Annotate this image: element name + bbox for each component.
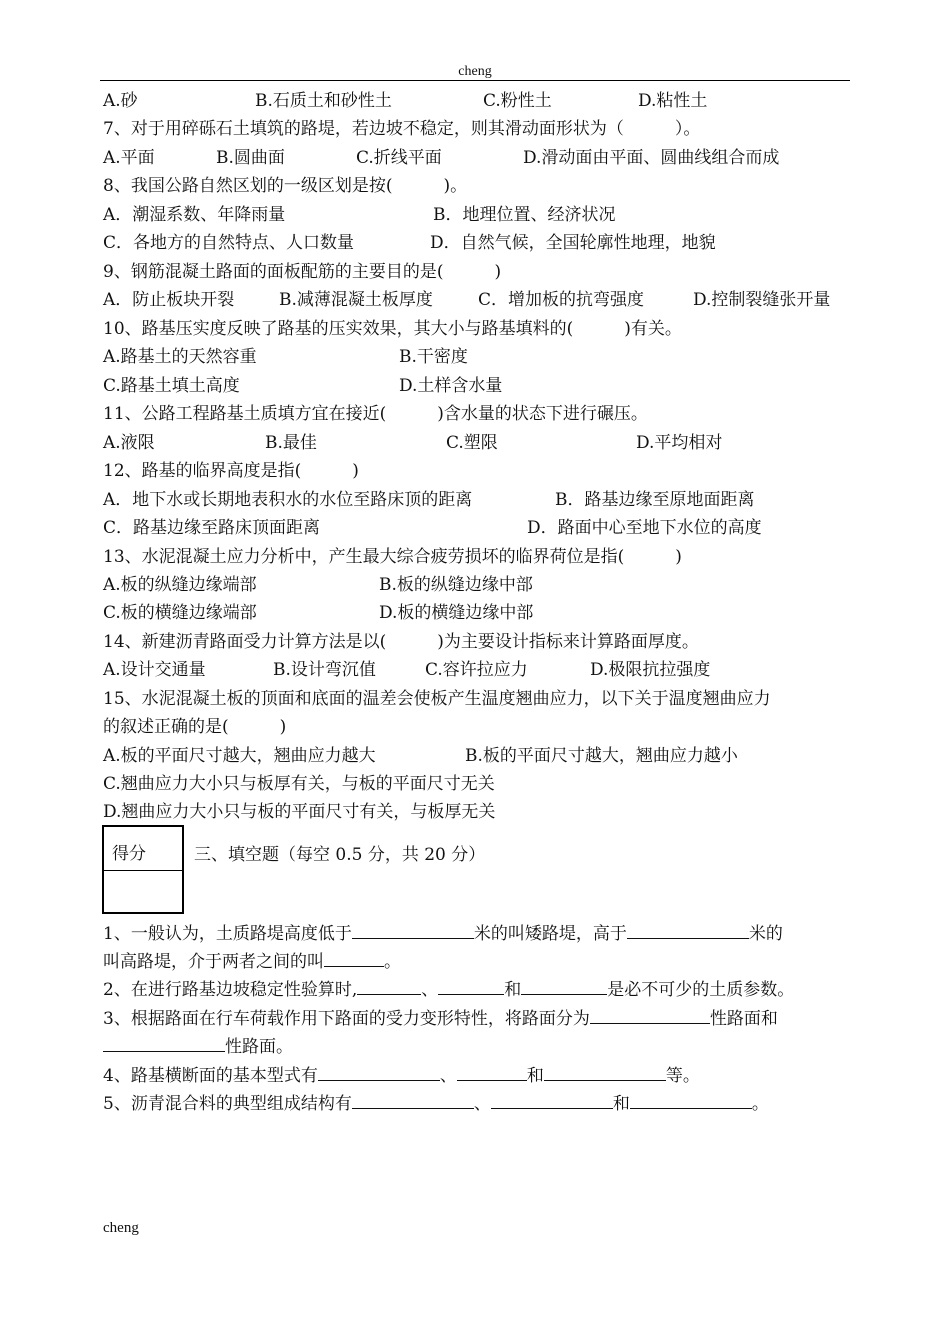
q12-option-b: B．路基边缘至原地面距离 [555, 490, 755, 510]
fill-q1-blank-1[interactable] [352, 922, 474, 939]
q15-option-b: B.板的平面尺寸越大，翘曲应力越小 [465, 746, 738, 766]
fill-q1-line2 [103, 950, 401, 973]
section3-title: 三、填空题（每空 0.5 分，共 20 分） [194, 845, 486, 865]
q11-option-c: C.塑限 [446, 433, 498, 453]
fill-q2-text-c: 和 [504, 980, 522, 1000]
q12-option-a: A．地下水或长期地表积水的水位至路床顶的距离 [103, 490, 473, 510]
fill-q2-blank-1[interactable] [357, 978, 421, 995]
fill-q4-text-a: 4、路基横断面的基本型式有 [103, 1066, 318, 1086]
fill-q3-text-a: 3、根据路面在行车荷载作用下路面的受力变形特性，将路面分为 [103, 1009, 590, 1029]
fill-q2-line [103, 978, 794, 1001]
score-box-divider [104, 870, 182, 871]
fill-q4-text-b: 、 [439, 1066, 457, 1086]
fill-q5-line [103, 1092, 769, 1115]
q6-option-b: B.石质土和砂性土 [255, 91, 392, 111]
q13-option-d: D.板的横缝边缘中部 [379, 603, 534, 623]
q13-option-a: A.板的纵缝边缘端部 [103, 575, 257, 595]
fill-q3-line2 [103, 1035, 293, 1058]
q10-option-b: B.干密度 [399, 347, 468, 367]
header-rule [100, 80, 850, 81]
q14-text: 14、新建沥青路面受力计算方法是以( )为主要设计指标来计算路面厚度。 [103, 632, 699, 652]
fill-q3-line1 [103, 1007, 778, 1030]
q9-option-b: B.减薄混凝土板厚度 [279, 290, 433, 310]
fill-q5-blank-2[interactable] [491, 1092, 613, 1109]
fill-q3-text-c: 性路面。 [225, 1037, 293, 1057]
q14-option-a: A.设计交通量 [103, 660, 206, 680]
fill-q3-blank-1[interactable] [590, 1007, 710, 1024]
q9-option-c: C．增加板的抗弯强度 [478, 290, 645, 310]
fill-q4-blank-1[interactable] [318, 1064, 440, 1081]
score-label: 得分 [112, 844, 146, 864]
q12-text: 12、路基的临界高度是指( ) [103, 461, 359, 481]
q7-option-c: C.折线平面 [356, 148, 442, 168]
fill-q2-text-a: 2、在进行路基边坡稳定性验算时, [103, 980, 358, 1000]
q10-option-d: D.土样含水量 [399, 376, 503, 396]
q6-option-c: C.粉性土 [483, 91, 552, 111]
q13-option-c: C.板的横缝边缘端部 [103, 603, 257, 623]
fill-q2-text-d: 是必不可少的土质参数。 [607, 980, 795, 1000]
q7-text: 7、对于用碎砾石土填筑的路堤，若边坡不稳定，则其滑动面形状为（ ）。 [103, 119, 701, 139]
fill-q1-blank-3[interactable] [324, 950, 384, 967]
fill-q1-line1 [103, 922, 783, 945]
fill-q1-text-a: 1、一般认为，土质路堤高度低于 [103, 924, 352, 944]
q9-option-d: D.控制裂缝张开量 [693, 290, 831, 310]
q6-option-a: A.砂 [103, 91, 138, 111]
fill-q5-text-a: 5、沥青混合料的典型组成结构有 [103, 1094, 352, 1114]
fill-q2-blank-2[interactable] [438, 978, 504, 995]
fill-q4-blank-3[interactable] [544, 1064, 666, 1081]
q9-text: 9、钢筋混凝土路面的面板配筋的主要目的是( ) [103, 262, 502, 282]
q11-option-b: B.最佳 [265, 433, 317, 453]
fill-q3-blank-2[interactable] [103, 1035, 225, 1052]
q8-option-b: B．地理位置、经济状况 [433, 205, 616, 225]
page-header: cheng [458, 64, 492, 79]
q13-option-b: B.板的纵缝边缘中部 [379, 575, 533, 595]
fill-q2-text-b: 、 [421, 980, 439, 1000]
fill-q1-text-b: 米的叫矮路堤，高于 [473, 924, 627, 944]
q13-text: 13、水泥混凝土应力分析中，产生最大综合疲劳损坏的临界荷位是指( ) [103, 547, 682, 567]
q14-option-d: D.极限抗拉强度 [590, 660, 711, 680]
q7-option-b: B.圆曲面 [216, 148, 285, 168]
q7-option-a: A.平面 [103, 148, 155, 168]
fill-q3-text-b: 性路面和 [709, 1009, 778, 1029]
fill-q2-blank-3[interactable] [521, 978, 607, 995]
q9-option-a: A．防止板块开裂 [103, 290, 235, 310]
q15-text-line2: 的叙述正确的是( ) [103, 717, 287, 737]
fill-q5-text-c: 和 [612, 1094, 630, 1114]
q15-text-line1: 15、水泥混凝土板的顶面和底面的温差会使板产生温度翘曲应力，以下关于温度翘曲应力 [103, 689, 771, 709]
fill-q5-blank-1[interactable] [352, 1092, 474, 1109]
score-box [102, 825, 184, 914]
q11-option-a: A.液限 [103, 433, 155, 453]
q11-text: 11、公路工程路基土质填方宜在接近( )含水量的状态下进行碾压。 [103, 404, 648, 424]
fill-q1-text-d: 叫高路堤，介于两者之间的叫 [103, 952, 324, 972]
q15-option-d: D.翘曲应力大小只与板的平面尺寸有关，与板厚无关 [103, 802, 496, 822]
fill-q5-blank-3[interactable] [630, 1092, 752, 1109]
q12-option-d: D．路面中心至地下水位的高度 [527, 518, 762, 538]
q10-option-a: A.路基土的天然容重 [103, 347, 257, 367]
q15-option-a: A.板的平面尺寸越大，翘曲应力越大 [103, 746, 376, 766]
fill-q1-text-e: 。 [384, 952, 401, 972]
q14-option-b: B.设计弯沉值 [273, 660, 376, 680]
fill-q1-text-c: 米的 [748, 924, 783, 944]
fill-q4-text-c: 和 [526, 1066, 544, 1086]
q8-option-d: D．自然气候，全国轮廓性地理，地貌 [430, 233, 716, 253]
q14-option-c: C.容许拉应力 [425, 660, 528, 680]
fill-q5-text-b: 、 [473, 1094, 491, 1114]
q10-option-c: C.路基土填土高度 [103, 376, 240, 396]
q12-option-c: C．路基边缘至路床顶面距离 [103, 518, 321, 538]
q11-option-d: D.平均相对 [636, 433, 723, 453]
fill-q4-line [103, 1064, 700, 1087]
q6-option-d: D.粘性土 [638, 91, 708, 111]
q8-text: 8、我国公路自然区划的一级区划是按( )。 [103, 176, 468, 196]
q8-option-c: C．各地方的自然特点、人口数量 [103, 233, 355, 253]
q15-option-c: C.翘曲应力大小只与板厚有关，与板的平面尺寸无关 [103, 774, 495, 794]
fill-q1-blank-2[interactable] [627, 922, 749, 939]
q10-text: 10、路基压实度反映了路基的压实效果，其大小与路基填料的( )有关。 [103, 319, 682, 339]
fill-q4-text-d: 等。 [665, 1066, 700, 1086]
fill-q5-text-d: 。 [751, 1094, 769, 1114]
fill-q4-blank-2[interactable] [457, 1064, 527, 1081]
q8-option-a: A．潮湿系数、年降雨量 [103, 205, 286, 225]
q7-option-d: D.滑动面由平面、圆曲线组合而成 [523, 148, 780, 168]
page-footer: cheng [103, 1220, 139, 1236]
